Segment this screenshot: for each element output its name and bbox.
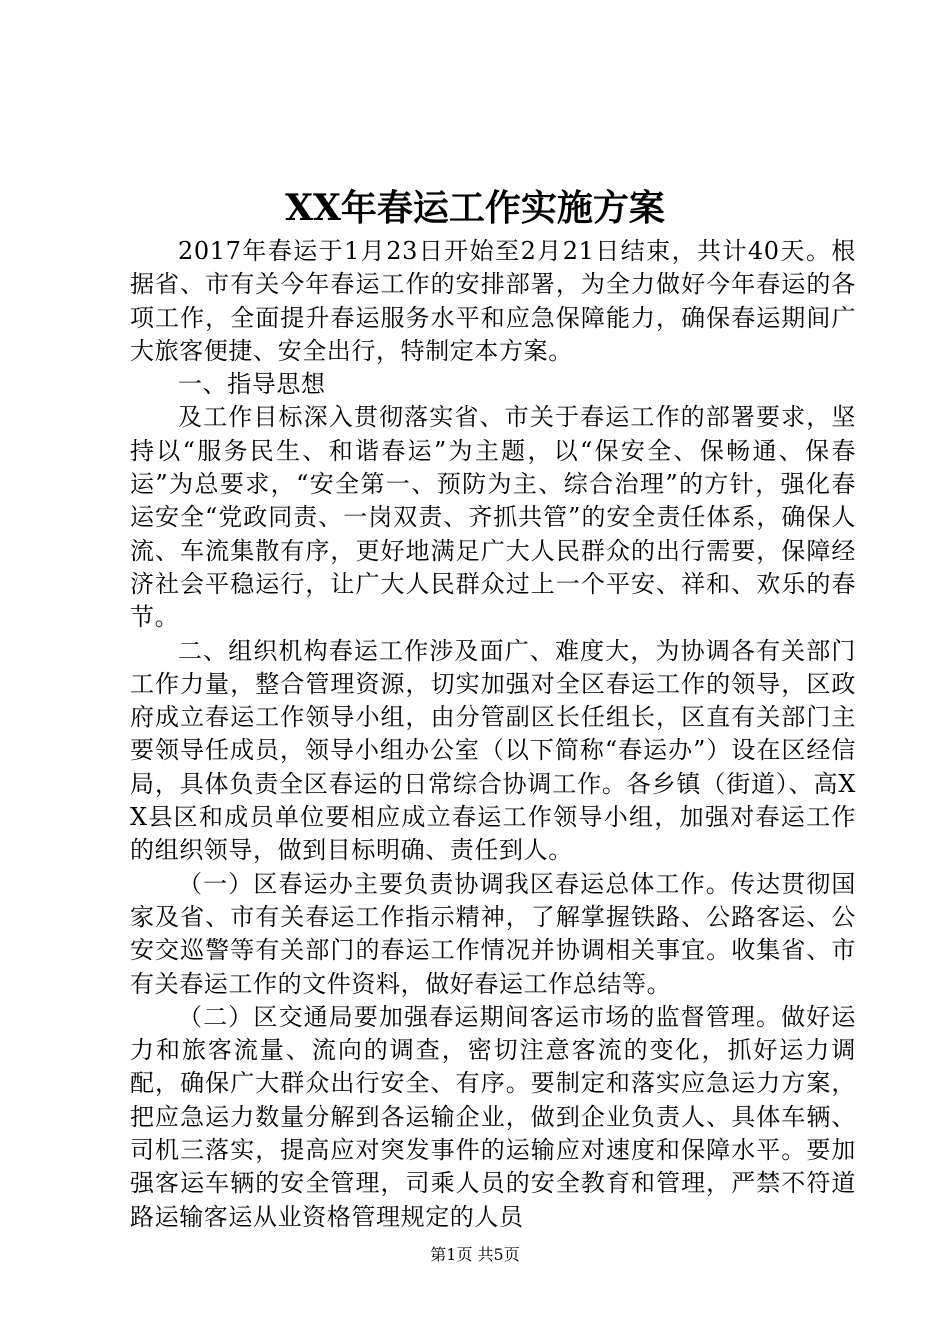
paragraph-intro: 2017年春运于1月23日开始至2月21日结束，共计40天。根据省、市有关今年春运工作的安排部署，为全力做好今年春运的各项工作，全面提升春运服务水平和应急保障能力，确保春运期间广大旅客便捷、安全出行，特制定本方案。 <box>130 237 856 365</box>
document-title: XX年春运工作实施方案 <box>285 187 665 229</box>
paragraph-organization: 二、组织机构春运工作涉及面广、难度大，为协调各有关部门工作力量，整合管理资源，切实加强对全区春运工作的领导，区政府成立春运工作领导小组，由分管副区长任组长，区直有关部门主要领导任成员，领导小组办公室（以下简称“春运办”）设在区经信局，具体负责全区春运的日常综合协调工作。各乡镇（街道）、高XX县区和成员单位要相应成立春运工作领导小组，加强对春运工作的组织领导，做到目标明确、责任到人。 <box>130 636 856 865</box>
page-footer: 第1页 共5页 <box>430 1245 520 1264</box>
paragraph-item-two: （二）区交通局要加强春运期间客运市场的监督管理。做好运力和旅客流量、流向的调查，密切注意客流的变化，抓好运力调配，确保广大群众出行安全、有序。要制定和落实应急运力方案，把应急运力数量分解到各运输企业，做到企业负责人、具体车辆、司机三落实，提高应对突发事件的运输应对速度和保障水平。要加强客运车辆的安全管理，司乘人员的安全教育和管理，严禁不符道路运输客运从业资格管理规定的人员 <box>130 1002 856 1231</box>
document-body <box>130 235 856 1234</box>
paragraph-item-one: （一）区春运办主要负责协调我区春运总体工作。传达贯彻国家及省、市有关春运工作指示精神，了解掌握铁路、公路客运、公安交巡警等有关部门的春运工作情况并协调相关事宜。收集省、市有关春运工作的文件资料，做好春运工作总结等。 <box>130 869 856 998</box>
paragraph-work-goals: 及工作目标深入贯彻落实省、市关于春运工作的部署要求，坚持以“服务民生、和谐春运”为主题，以“保安全、保畅通、保春运”为总要求，“安全第一、预防为主、综合治理”的方针，强化春运安全“党政同责、一岗双责、齐抓共管”的安全责任体系，确保人流、车流集散有序，更好地满足广大人民群众的出行需要，保障经济社会平稳运行，让广大人民群众过上一个平安、祥和、欢乐的春节。 <box>130 403 856 632</box>
section-heading-guiding-ideology: 一、指导思想 <box>178 370 326 399</box>
